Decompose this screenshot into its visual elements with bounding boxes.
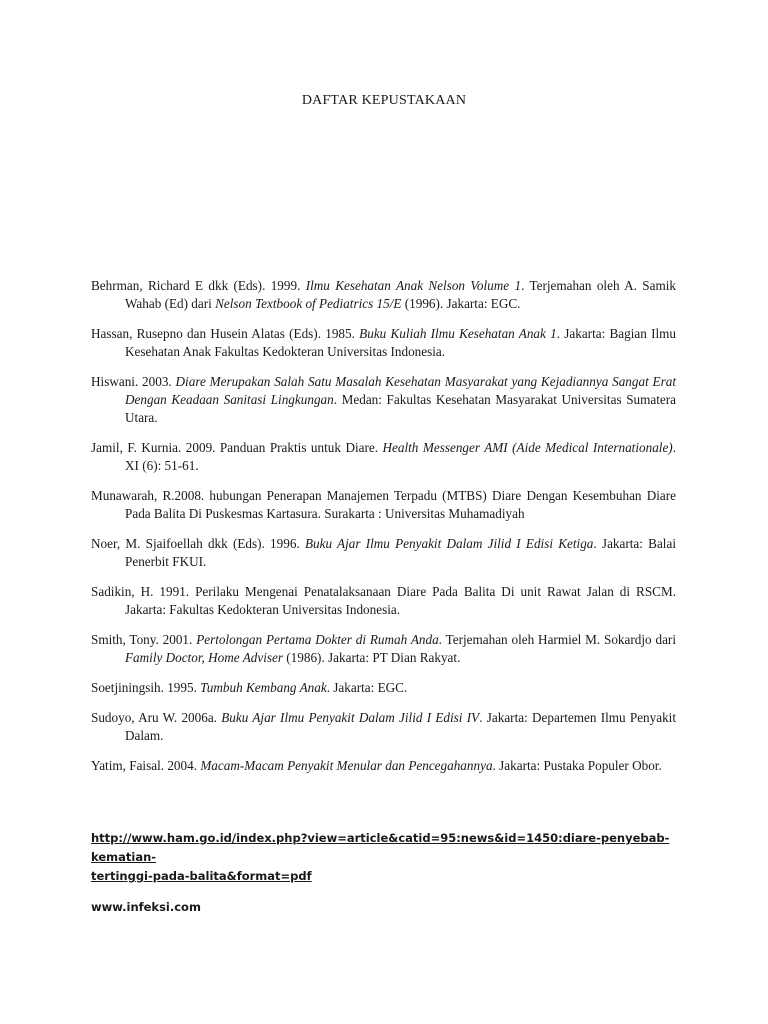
reference-text: Yatim, Faisal. 2004. bbox=[91, 758, 201, 773]
reference-title: Ilmu Kesehatan Anak Nelson Volume 1 bbox=[305, 278, 522, 293]
reference-text: (1996). Jakarta: EGC. bbox=[401, 296, 521, 311]
reference-text: (1986). Jakarta: PT Dian Rakyat. bbox=[282, 650, 461, 665]
reference-text: Munawarah, R.2008. hubungan Penerapan Manajemen Terpadu (MTBS) Diare Dengan Kesembuhan Diare Pada Balita Di Puskesmas Kartasura. Surakarta : Universitas Muhamadiyah bbox=[91, 488, 676, 521]
reference-text: . Jakarta: Balai Penerbit FKUI. bbox=[125, 536, 676, 569]
reference-entry bbox=[91, 757, 676, 775]
reference-text: . Terjemahan oleh Harmiel M. Sokardjo dari bbox=[438, 632, 676, 647]
reference-text: Behrman, Richard E dkk (Eds). 1999. bbox=[91, 278, 306, 293]
reference-text: Sadikin, H. 1991. Perilaku Mengenai Penatalaksanaan Diare Pada Balita Di unit Rawat Jalan di RSCM. Jakarta: Fakultas Kedokteran Universitas Indonesia. bbox=[91, 584, 676, 617]
reference-text: Hiswani. 2003. bbox=[91, 374, 176, 389]
reference-entry bbox=[91, 535, 676, 571]
reference-entry bbox=[91, 373, 676, 427]
reference-entry bbox=[91, 439, 676, 475]
reference-title: Family Doctor, Home Adviser bbox=[125, 650, 283, 665]
reference-text: . Jakarta: Bagian Ilmu Kesehatan Anak Fakultas Kedokteran Universitas Indonesia. bbox=[125, 326, 677, 359]
web-reference-link[interactable] bbox=[91, 829, 691, 886]
reference-text: . Jakarta: Pustaka Populer Obor. bbox=[492, 758, 662, 773]
reference-entry bbox=[91, 277, 676, 313]
reference-entry bbox=[91, 631, 676, 667]
reference-entry bbox=[91, 325, 676, 361]
reference-title: Macam-Macam Penyakit Menular dan Pencegahannya bbox=[200, 758, 493, 773]
reference-title: Tumbuh Kembang Anak bbox=[200, 680, 327, 695]
reference-text: . Terjemahan oleh A. Samik Wahab (Ed) dari bbox=[125, 278, 676, 311]
reference-title: Pertolongan Pertama Dokter di Rumah Anda bbox=[196, 632, 439, 647]
reference-title: Buku Kuliah Ilmu Kesehatan Anak 1 bbox=[359, 326, 557, 341]
reference-entry bbox=[91, 709, 676, 745]
reference-text: Sudoyo, Aru W. 2006a. bbox=[91, 710, 222, 725]
reference-list bbox=[91, 277, 676, 787]
reference-text: Jamil, F. Kurnia. 2009. Panduan Praktis untuk Diare. bbox=[91, 440, 383, 455]
reference-text: . Medan: Fakultas Kesehatan Masyarakat Universitas Sumatera Utara. bbox=[125, 392, 676, 425]
reference-text: Hassan, Rusepno dan Husein Alatas (Eds). 1985. bbox=[91, 326, 360, 341]
reference-title: Diare Merupakan Salah Satu Masalah Kesehatan Masyarakat yang Kejadiannya Sangat Erat Dengan Keadaan Sanitasi Lingkungan bbox=[125, 374, 676, 407]
reference-title: Health Messenger AMI (Aide Medical Internationale) bbox=[382, 440, 673, 455]
reference-entry bbox=[91, 583, 676, 619]
reference-text: . Jakarta: Departemen Ilmu Penyakit Dalam. bbox=[125, 710, 677, 743]
page-title: DAFTAR KEPUSTAKAAN bbox=[301, 93, 467, 108]
reference-entry bbox=[91, 487, 676, 523]
reference-title: Buku Ajar Ilmu Penyakit Dalam Jilid I Edisi Ketiga bbox=[304, 536, 594, 551]
web-reference-site: www.infeksi.com bbox=[91, 900, 201, 914]
reference-title: Buku Ajar Ilmu Penyakit Dalam Jilid I Edisi IV bbox=[221, 710, 480, 725]
reference-text: . XI (6): 51-61. bbox=[125, 440, 676, 473]
web-reference-link-line-1: http://www.ham.go.id/index.php?view=article&catid=95:news&id=1450:diare-penyebab-kematian- bbox=[91, 831, 670, 864]
reference-title: Nelson Textbook of Pediatrics 15/E bbox=[215, 296, 402, 311]
reference-text: . Jakarta: EGC. bbox=[326, 680, 408, 695]
reference-entry bbox=[91, 679, 676, 697]
web-reference-link-line-2: tertinggi-pada-balita&format=pdf bbox=[91, 869, 312, 883]
reference-text: Smith, Tony. 2001. bbox=[91, 632, 197, 647]
web-references bbox=[91, 829, 691, 917]
reference-text: Noer, M. Sjaifoellah dkk (Eds). 1996. bbox=[91, 536, 305, 551]
reference-text: Soetjiningsih. 1995. bbox=[91, 680, 201, 695]
